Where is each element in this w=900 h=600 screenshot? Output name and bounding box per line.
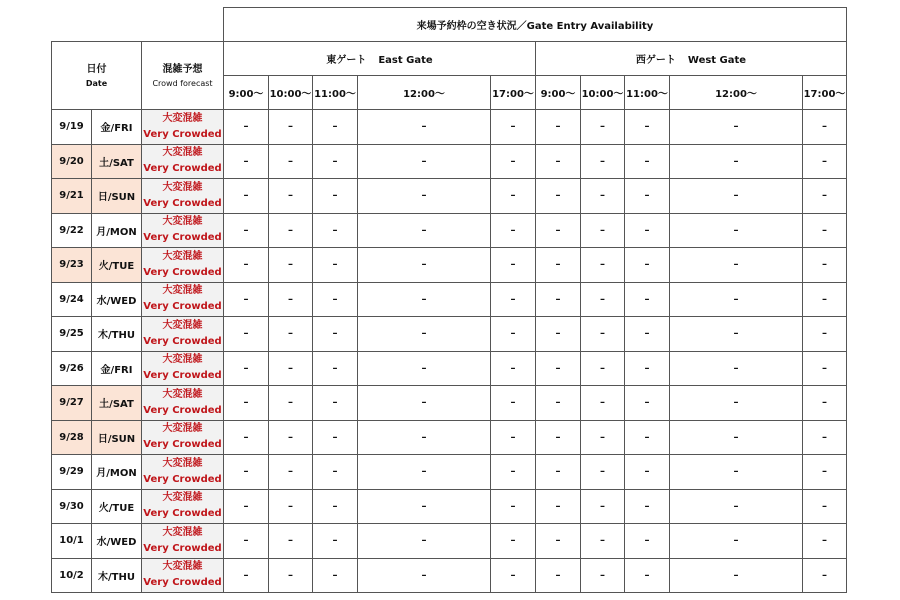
table-row	[52, 351, 847, 386]
east-slot-cell: –	[269, 420, 313, 455]
west-slot-cell: –	[581, 110, 625, 145]
east-slot-cell: –	[269, 524, 313, 559]
west-slot-cell: –	[625, 351, 670, 386]
crowd-forecast-en: Very Crowded	[143, 163, 222, 175]
crowd-forecast-en: Very Crowded	[143, 577, 222, 589]
table-row	[52, 386, 847, 421]
west-slot-cell: –	[625, 179, 670, 214]
weekday-cell: 木/THU	[92, 558, 142, 593]
date-cell: 10/2	[52, 558, 92, 593]
crowd-forecast-jp: 大変混雑	[162, 285, 203, 297]
west-slot-cell: –	[536, 179, 581, 214]
west-slot-cell: –	[803, 282, 847, 317]
crowd-forecast-cell	[142, 351, 224, 386]
west-slot-cell: –	[625, 248, 670, 283]
date-column-header	[52, 42, 142, 110]
west-slot-cell: –	[670, 110, 803, 145]
crowd-forecast-cell	[142, 489, 224, 524]
east-slot-cell: –	[358, 248, 491, 283]
west-slot-cell: –	[803, 386, 847, 421]
table-row	[52, 144, 847, 179]
date-cell: 9/22	[52, 213, 92, 248]
table-row	[52, 213, 847, 248]
west-slot-cell: –	[670, 282, 803, 317]
weekday-cell: 金/FRI	[92, 351, 142, 386]
crowd-forecast-en: Very Crowded	[143, 266, 222, 278]
crowd-forecast-jp: 大変混雑	[162, 457, 203, 469]
east-time-slot-header: 11:00～	[313, 76, 358, 110]
west-slot-cell: –	[803, 489, 847, 524]
date-cell: 9/25	[52, 317, 92, 352]
date-header-en: Date	[85, 78, 108, 88]
east-slot-cell: –	[358, 351, 491, 386]
west-slot-cell: –	[536, 524, 581, 559]
west-time-slot-header: 10:00～	[581, 76, 625, 110]
table-row	[52, 179, 847, 214]
table-title	[224, 8, 847, 42]
east-slot-cell: –	[358, 317, 491, 352]
crowd-forecast-en: Very Crowded	[143, 542, 222, 554]
crowd-forecast-en: Very Crowded	[143, 404, 222, 416]
crowd-forecast-en: Very Crowded	[143, 473, 222, 485]
availability-table	[51, 7, 847, 593]
west-slot-cell: –	[536, 455, 581, 490]
east-slot-cell: –	[269, 317, 313, 352]
east-slot-cell: –	[224, 489, 269, 524]
west-slot-cell: –	[625, 317, 670, 352]
east-slot-cell: –	[269, 110, 313, 145]
weekday-cell: 日/SUN	[92, 179, 142, 214]
east-slot-cell: –	[224, 386, 269, 421]
west-slot-cell: –	[581, 524, 625, 559]
crowd-forecast-en: Very Crowded	[143, 370, 222, 382]
east-slot-cell: –	[491, 179, 536, 214]
crowd-forecast-cell	[142, 558, 224, 593]
crowd-forecast-jp: 大変混雑	[162, 423, 203, 435]
east-slot-cell: –	[313, 489, 358, 524]
east-slot-cell: –	[224, 455, 269, 490]
east-slot-cell: –	[224, 558, 269, 593]
east-slot-cell: –	[224, 524, 269, 559]
weekday-cell: 月/MON	[92, 213, 142, 248]
crowd-forecast-jp: 大変混雑	[162, 147, 203, 159]
west-slot-cell: –	[803, 248, 847, 283]
crowd-forecast-en: Very Crowded	[143, 128, 222, 140]
crowd-forecast-jp: 大変混雑	[162, 250, 203, 262]
crowd-forecast-cell	[142, 248, 224, 283]
east-slot-cell: –	[358, 282, 491, 317]
west-slot-cell: –	[536, 489, 581, 524]
crowd-forecast-en: Very Crowded	[143, 232, 222, 244]
east-slot-cell: –	[269, 144, 313, 179]
west-slot-cell: –	[536, 386, 581, 421]
weekday-cell: 火/TUE	[92, 248, 142, 283]
date-cell: 9/27	[52, 386, 92, 421]
east-time-slot-header: 10:00～	[269, 76, 313, 110]
east-slot-cell: –	[491, 213, 536, 248]
west-gate-header	[536, 42, 847, 76]
east-gate-en: East Gate	[378, 55, 433, 66]
west-slot-cell: –	[803, 179, 847, 214]
table-row	[52, 248, 847, 283]
west-time-slot-header: 9:00～	[536, 76, 581, 110]
east-slot-cell: –	[269, 282, 313, 317]
west-slot-cell: –	[670, 351, 803, 386]
crowd-forecast-jp: 大変混雑	[162, 216, 203, 228]
crowd-forecast-en: Very Crowded	[143, 301, 222, 313]
west-slot-cell: –	[625, 282, 670, 317]
west-slot-cell: –	[581, 558, 625, 593]
crowd-column-header	[142, 42, 224, 110]
west-slot-cell: –	[536, 110, 581, 145]
east-slot-cell: –	[269, 455, 313, 490]
west-slot-cell: –	[670, 524, 803, 559]
east-time-slot-header: 9:00～	[224, 76, 269, 110]
weekday-cell: 土/SAT	[92, 144, 142, 179]
east-slot-cell: –	[491, 248, 536, 283]
table-title-text: 来場予約枠の空き状況／Gate Entry Availability	[416, 21, 654, 32]
west-slot-cell: –	[803, 213, 847, 248]
east-time-slot-header: 12:00～	[358, 76, 491, 110]
table-row	[52, 524, 847, 559]
west-time-slot-header: 11:00～	[625, 76, 670, 110]
weekday-cell: 火/TUE	[92, 489, 142, 524]
east-slot-cell: –	[269, 351, 313, 386]
east-slot-cell: –	[358, 524, 491, 559]
west-time-slot-header: 17:00～	[803, 76, 847, 110]
west-slot-cell: –	[670, 558, 803, 593]
date-cell: 9/30	[52, 489, 92, 524]
east-slot-cell: –	[491, 455, 536, 490]
east-gate-header	[224, 42, 536, 76]
east-slot-cell: –	[491, 489, 536, 524]
weekday-cell: 土/SAT	[92, 386, 142, 421]
west-slot-cell: –	[803, 524, 847, 559]
east-slot-cell: –	[269, 248, 313, 283]
crowd-forecast-jp: 大変混雑	[162, 526, 203, 538]
east-slot-cell: –	[491, 351, 536, 386]
west-slot-cell: –	[536, 144, 581, 179]
header-blank-cell	[52, 8, 224, 42]
crowd-forecast-cell	[142, 317, 224, 352]
east-slot-cell: –	[269, 386, 313, 421]
east-slot-cell: –	[313, 144, 358, 179]
west-slot-cell: –	[581, 179, 625, 214]
east-slot-cell: –	[224, 213, 269, 248]
east-slot-cell: –	[269, 558, 313, 593]
weekday-cell: 水/WED	[92, 282, 142, 317]
west-slot-cell: –	[803, 420, 847, 455]
east-slot-cell: –	[313, 386, 358, 421]
table-row	[52, 558, 847, 593]
west-slot-cell: –	[803, 351, 847, 386]
date-cell: 9/24	[52, 282, 92, 317]
east-slot-cell: –	[313, 213, 358, 248]
west-slot-cell: –	[581, 282, 625, 317]
crowd-forecast-cell	[142, 420, 224, 455]
crowd-forecast-cell	[142, 110, 224, 145]
west-slot-cell: –	[803, 317, 847, 352]
west-slot-cell: –	[625, 144, 670, 179]
west-slot-cell: –	[803, 455, 847, 490]
weekday-cell: 金/FRI	[92, 110, 142, 145]
east-slot-cell: –	[358, 455, 491, 490]
east-slot-cell: –	[224, 282, 269, 317]
east-slot-cell: –	[313, 558, 358, 593]
crowd-forecast-en: Very Crowded	[143, 335, 222, 347]
east-slot-cell: –	[491, 558, 536, 593]
west-slot-cell: –	[625, 524, 670, 559]
east-slot-cell: –	[491, 420, 536, 455]
crowd-forecast-cell	[142, 144, 224, 179]
west-slot-cell: –	[536, 351, 581, 386]
east-slot-cell: –	[491, 282, 536, 317]
date-cell: 9/19	[52, 110, 92, 145]
west-slot-cell: –	[536, 248, 581, 283]
west-gate-jp: 西ゲート	[635, 55, 676, 66]
table-row	[52, 489, 847, 524]
east-time-slot-header: 17:00～	[491, 76, 536, 110]
crowd-forecast-cell	[142, 179, 224, 214]
west-slot-cell: –	[581, 455, 625, 490]
east-slot-cell: –	[313, 282, 358, 317]
east-slot-cell: –	[358, 386, 491, 421]
east-slot-cell: –	[313, 455, 358, 490]
east-slot-cell: –	[224, 420, 269, 455]
west-slot-cell: –	[581, 248, 625, 283]
east-slot-cell: –	[358, 144, 491, 179]
east-slot-cell: –	[224, 110, 269, 145]
crowd-forecast-cell	[142, 524, 224, 559]
west-slot-cell: –	[581, 386, 625, 421]
east-slot-cell: –	[224, 351, 269, 386]
date-cell: 9/21	[52, 179, 92, 214]
crowd-forecast-cell	[142, 386, 224, 421]
crowd-forecast-cell	[142, 213, 224, 248]
crowd-forecast-jp: 大変混雑	[162, 319, 203, 331]
west-slot-cell: –	[625, 455, 670, 490]
crowd-forecast-jp: 大変混雑	[162, 354, 203, 366]
east-slot-cell: –	[358, 213, 491, 248]
east-slot-cell: –	[269, 213, 313, 248]
east-slot-cell: –	[313, 420, 358, 455]
table-row	[52, 282, 847, 317]
east-slot-cell: –	[491, 317, 536, 352]
crowd-forecast-jp: 大変混雑	[162, 388, 203, 400]
table-row	[52, 455, 847, 490]
west-slot-cell: –	[670, 420, 803, 455]
east-gate-jp: 東ゲート	[326, 55, 367, 66]
east-slot-cell: –	[313, 351, 358, 386]
east-slot-cell: –	[313, 179, 358, 214]
west-slot-cell: –	[670, 317, 803, 352]
crowd-forecast-jp: 大変混雑	[162, 561, 203, 573]
date-header-jp: 日付	[86, 63, 107, 75]
crowd-forecast-jp: 大変混雑	[162, 181, 203, 193]
date-cell: 9/23	[52, 248, 92, 283]
date-cell: 9/28	[52, 420, 92, 455]
crowd-forecast-en: Very Crowded	[143, 197, 222, 209]
east-slot-cell: –	[358, 420, 491, 455]
west-slot-cell: –	[536, 558, 581, 593]
west-slot-cell: –	[581, 351, 625, 386]
west-slot-cell: –	[625, 558, 670, 593]
crowd-forecast-jp: 大変混雑	[162, 112, 203, 124]
crowd-header-en: Crowd forecast	[152, 78, 213, 88]
west-slot-cell: –	[803, 110, 847, 145]
west-slot-cell: –	[625, 420, 670, 455]
west-slot-cell: –	[803, 558, 847, 593]
west-slot-cell: –	[803, 144, 847, 179]
weekday-cell: 木/THU	[92, 317, 142, 352]
crowd-header-jp: 混雑予想	[162, 63, 203, 75]
crowd-forecast-cell	[142, 282, 224, 317]
west-slot-cell: –	[670, 489, 803, 524]
date-cell: 9/26	[52, 351, 92, 386]
east-slot-cell: –	[313, 524, 358, 559]
east-slot-cell: –	[358, 110, 491, 145]
west-slot-cell: –	[581, 317, 625, 352]
east-slot-cell: –	[491, 524, 536, 559]
east-slot-cell: –	[491, 110, 536, 145]
west-slot-cell: –	[536, 420, 581, 455]
date-cell: 9/29	[52, 455, 92, 490]
crowd-forecast-en: Very Crowded	[143, 508, 222, 520]
west-slot-cell: –	[625, 213, 670, 248]
west-slot-cell: –	[670, 248, 803, 283]
east-slot-cell: –	[313, 110, 358, 145]
table-row	[52, 110, 847, 145]
crowd-forecast-jp: 大変混雑	[162, 492, 203, 504]
east-slot-cell: –	[224, 317, 269, 352]
weekday-cell: 月/MON	[92, 455, 142, 490]
east-slot-cell: –	[269, 179, 313, 214]
west-slot-cell: –	[670, 144, 803, 179]
date-cell: 9/20	[52, 144, 92, 179]
west-slot-cell: –	[536, 282, 581, 317]
east-slot-cell: –	[491, 144, 536, 179]
west-slot-cell: –	[670, 213, 803, 248]
east-slot-cell: –	[358, 179, 491, 214]
west-slot-cell: –	[536, 317, 581, 352]
west-slot-cell: –	[625, 110, 670, 145]
west-slot-cell: –	[670, 179, 803, 214]
east-slot-cell: –	[224, 179, 269, 214]
crowd-forecast-en: Very Crowded	[143, 439, 222, 451]
west-slot-cell: –	[581, 144, 625, 179]
east-slot-cell: –	[358, 489, 491, 524]
east-slot-cell: –	[224, 144, 269, 179]
west-gate-en: West Gate	[687, 55, 747, 66]
west-slot-cell: –	[536, 213, 581, 248]
east-slot-cell: –	[313, 248, 358, 283]
weekday-cell: 日/SUN	[92, 420, 142, 455]
west-slot-cell: –	[670, 455, 803, 490]
west-slot-cell: –	[625, 489, 670, 524]
weekday-cell: 水/WED	[92, 524, 142, 559]
east-slot-cell: –	[358, 558, 491, 593]
crowd-forecast-cell	[142, 455, 224, 490]
west-slot-cell: –	[581, 489, 625, 524]
west-slot-cell: –	[625, 386, 670, 421]
east-slot-cell: –	[269, 489, 313, 524]
west-time-slot-header: 12:00～	[670, 76, 803, 110]
table-row	[52, 420, 847, 455]
east-slot-cell: –	[224, 248, 269, 283]
table-row	[52, 317, 847, 352]
east-slot-cell: –	[313, 317, 358, 352]
date-cell: 10/1	[52, 524, 92, 559]
availability-table-container	[51, 7, 847, 593]
west-slot-cell: –	[581, 420, 625, 455]
west-slot-cell: –	[670, 386, 803, 421]
west-slot-cell: –	[581, 213, 625, 248]
east-slot-cell: –	[491, 386, 536, 421]
